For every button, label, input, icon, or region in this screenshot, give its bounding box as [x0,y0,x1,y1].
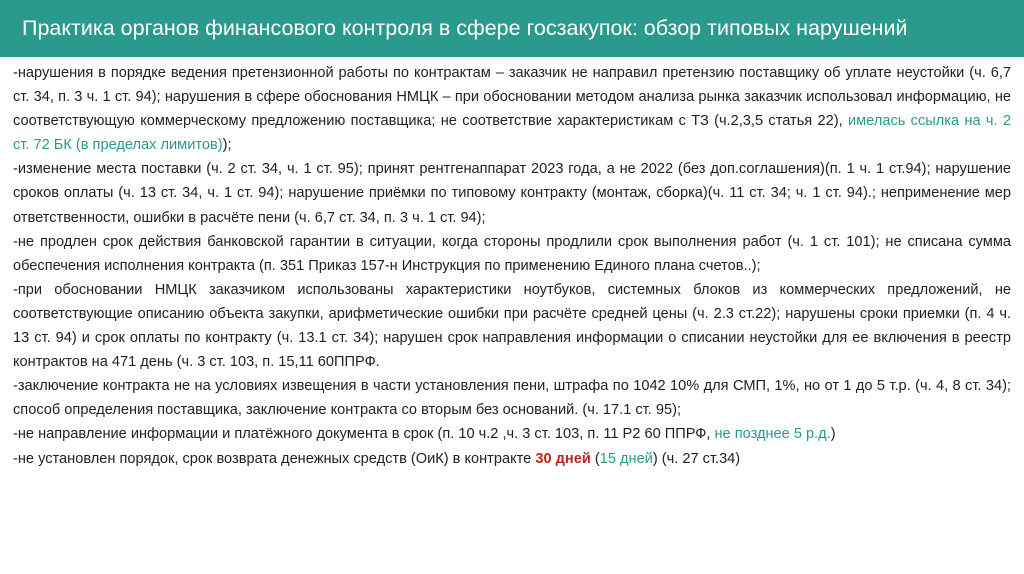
item-text: -не продлен срок действия банковской гарантии в ситуации, когда стороны продлили срок выполнения работ (ч. 1 ст. 101); не списана сумма обеспечения исполнения контракта (п. 351 Приказ 157-н Инструкция по применению Единого плана счетов..); [13,233,1011,274]
item-text: -изменение места поставки (ч. 2 ст. 34, ч. 1 ст. 95); принят рентгенаппарат 2023 года, а не 2022 (без доп.соглашения)(п. 1 ч. 1 ст.94); нарушение сроков оплаты (ч. 13 ст. 34, ч. 1 ст. 94); нарушение приёмки по типовому контракту (монтаж, сборка)(ч. 11 ст. 34; ч. 1 ст. 94).; неприменение мер ответственности, ошибки в расчёте пени (ч. 6,7 ст. 34, п. 3 ч. 1 ст. 94); [13,161,1011,226]
item-text: -не направление информации и платёжного документа в срок (п. 10 ч.2 ,ч. 3 ст. 103, п. 11 Р2 60 ППРФ, [13,426,715,443]
list-item [13,230,1011,278]
list-item [13,422,1011,446]
item-text: -нарушения в порядке ведения претензионной работы по контрактам – заказчик не направил претензию поставщику об уплате неустойки (ч. 6,7 ст. 34, п. 3 ч. 1 ст. 94); нарушения в сфере обоснования НМЦК – при обосновании методом анализа рынка заказчик использовал информацию, не соответствующую коммерческому предложению поставщика; не соответствие характеристикам с ТЗ (ч.2,3,5 статья 22), [13,65,1011,130]
item-text: -при обосновании НМЦК заказчиком использованы характеристики ноутбуков, системных блоков из коммерческих предложений, не соответствующие описанию объекта закупки, арифметические ошибки при расчёте средней цены (ч. 2.3 ст.22); нарушены сроки приемки (п. 4 ч. 13 ст. 94) и срок оплаты по контракту (ч. 13.1 ст. 34); нарушен срок направления информации о списании неустойки для ее включения в реестр контрактов на 471 день (ч. 3 ст. 103, п. 15,11 60ППРФ. [13,281,1011,371]
list-item [13,278,1011,374]
slide-title: Практика органов финансового контроля в сфере госзакупок: обзор типовых нарушений [22,16,908,40]
item-text: -не установлен порядок, срок возврата денежных средств (ОиК) в контракте [13,450,536,467]
violations-list [13,61,1011,471]
list-item [13,447,1011,471]
list-item [13,157,1011,229]
item-highlight-red: 30 дней [535,450,591,467]
item-highlight-teal: не позднее 5 р.д. [714,426,831,443]
item-highlight-teal: 15 дней [599,450,653,467]
list-item [13,61,1011,157]
item-tail: ); [222,137,232,154]
item-mid: ( [590,450,600,467]
item-text: -заключение контракта не на условиях извещения в части установления пени, штрафа по 1042 10% для СМП, 1%, но от 1 до 5 т.р. (ч. 4, 8 ст. 34); способ определения поставщика, заключение контракта со вторым без оснований. (ч. 17.1 ст. 95); [13,378,1011,419]
slide-header [0,0,1024,57]
item-highlight-teal: имелась ссылка на ч. 2 ст. 72 БК (в пределах лимитов) [13,113,1012,154]
item-tail: ) [830,426,836,443]
item-tail: ) (ч. 27 ст.34) [652,450,741,467]
list-item [13,374,1011,422]
